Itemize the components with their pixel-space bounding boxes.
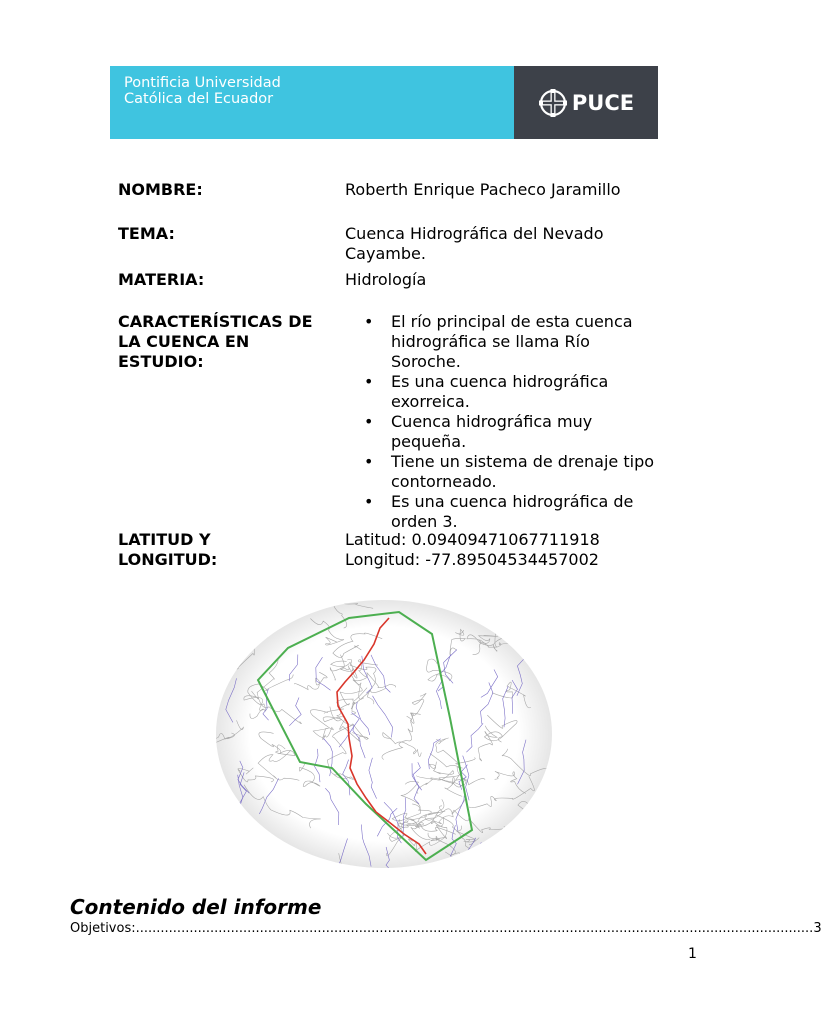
list-item: • Es una cuenca hidrográfica exorreica. bbox=[364, 372, 654, 412]
toc-entry-dots: .................................................................................................................................................................... bbox=[135, 921, 814, 936]
list-item: • Es una cuenca hidrográfica de orden 3. bbox=[364, 492, 654, 532]
contour-line bbox=[445, 852, 501, 880]
caracteristicas-label: CARACTERÍSTICAS DE LA CUENCA EN ESTUDIO: bbox=[118, 312, 313, 371]
contour-line bbox=[486, 850, 512, 875]
latlon-label: LATITUD Y LONGITUD: bbox=[118, 530, 218, 569]
contour-line bbox=[244, 611, 295, 624]
materia-value: Hidrología bbox=[345, 270, 427, 289]
contour-line bbox=[532, 810, 577, 871]
contour-line bbox=[253, 831, 273, 845]
nombre-label: NOMBRE: bbox=[118, 180, 203, 199]
puce-logo-text: PUCE bbox=[571, 90, 635, 115]
latitud-value: Latitud: 0.09409471067711918 bbox=[345, 530, 600, 549]
map-background bbox=[216, 600, 552, 868]
watershed-map bbox=[214, 598, 554, 870]
toc-entry-page: 3 bbox=[813, 921, 822, 936]
contour-line bbox=[527, 617, 568, 640]
contour-line bbox=[223, 851, 259, 882]
list-item: • Tiene un sistema de drenaje tipo contorneado. bbox=[364, 452, 654, 492]
tema-label: TEMA: bbox=[118, 224, 175, 243]
page-number: 1 bbox=[688, 946, 697, 962]
tema-value: Cuenca Hidrográfica del Nevado Cayambe. bbox=[345, 224, 604, 263]
longitud-value: Longitud: -77.89504534457002 bbox=[345, 550, 599, 569]
banner-university-name bbox=[110, 66, 514, 139]
university-banner bbox=[110, 66, 658, 139]
puce-cross-icon bbox=[538, 88, 568, 118]
university-name-line2: Católica del Ecuador bbox=[124, 91, 274, 107]
contour-line bbox=[215, 603, 263, 653]
list-item: • Cuenca hidrográfica muy pequeña. bbox=[364, 412, 654, 452]
materia-label: MATERIA: bbox=[118, 270, 205, 289]
toc-title: Contenido del informe bbox=[70, 895, 322, 919]
caracteristicas-list bbox=[364, 312, 654, 532]
contour-line bbox=[203, 838, 224, 874]
university-name-line1: Pontificia Universidad bbox=[124, 75, 281, 91]
nombre-value: Roberth Enrique Pacheco Jaramillo bbox=[345, 180, 621, 199]
puce-logo-block bbox=[514, 66, 658, 139]
toc-entry-label: Objetivos: bbox=[70, 921, 136, 936]
list-item: • El río principal de esta cuenca hidrográfica se llama Río Soroche. bbox=[364, 312, 654, 372]
toc-entry-objetivos[interactable] bbox=[70, 921, 822, 939]
